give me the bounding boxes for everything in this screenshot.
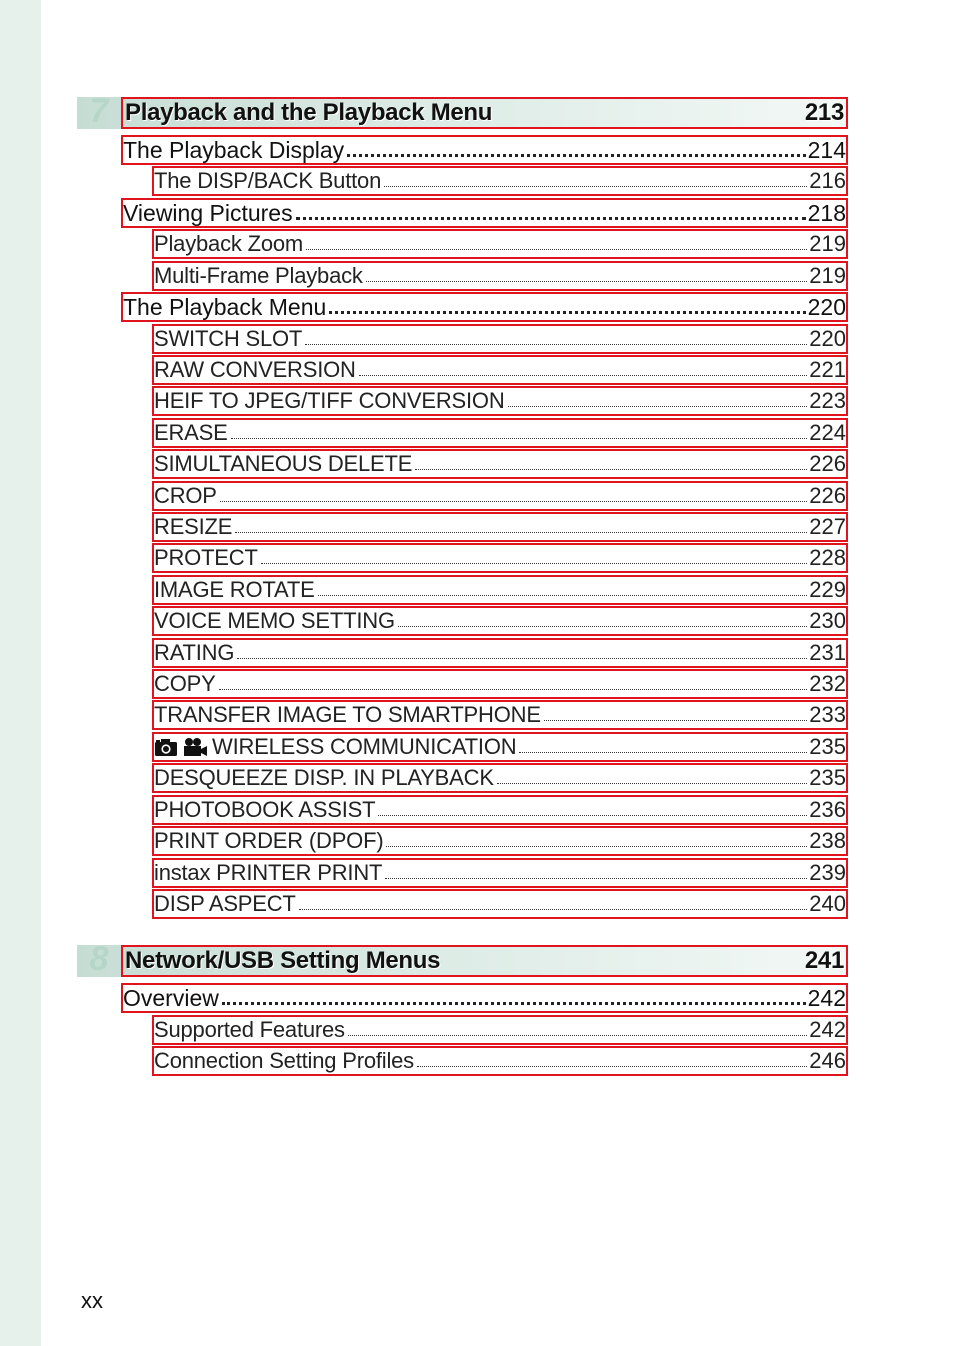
- chapter-number: 8: [89, 940, 109, 978]
- toc-entry-page: 219: [809, 263, 846, 288]
- chapter-number: 7: [89, 92, 109, 130]
- toc-entry[interactable]: [152, 386, 848, 416]
- toc-entry-label: VOICE MEMO SETTING: [154, 608, 395, 633]
- dot-leader: [497, 783, 807, 784]
- toc-entry-label: DESQUEEZE DISP. IN PLAYBACK: [154, 765, 494, 790]
- dot-leader: [385, 878, 807, 879]
- chapter-page: 213: [804, 99, 844, 126]
- toc-entry[interactable]: [152, 449, 848, 479]
- toc-entry-label: SIMULTANEOUS DELETE: [154, 451, 413, 476]
- toc-entry[interactable]: [152, 1015, 848, 1045]
- toc-entry-label: PROTECT: [154, 545, 258, 570]
- toc-entry-label: HEIF TO JPEG/TIFF CONVERSION: [154, 388, 505, 413]
- dot-leader: [222, 1002, 806, 1005]
- toc-entry-label: RESIZE: [154, 514, 233, 539]
- toc-entry[interactable]: [152, 261, 848, 291]
- toc-entry-label: CROP: [154, 483, 217, 508]
- side-strip: [0, 0, 41, 1346]
- toc-entry-label: Overview: [123, 984, 219, 1011]
- toc-entry[interactable]: [152, 732, 848, 762]
- toc-entry-page: 220: [807, 293, 846, 320]
- dot-leader: [299, 909, 808, 910]
- toc-entry[interactable]: [152, 1046, 848, 1076]
- dot-leader: [519, 752, 807, 753]
- toc-entry-page: 236: [809, 797, 846, 822]
- toc-entry[interactable]: [152, 543, 848, 573]
- toc-entry[interactable]: [152, 858, 848, 888]
- page-number: xx: [81, 1288, 103, 1313]
- dot-leader: [296, 217, 806, 220]
- dot-leader: [378, 815, 807, 816]
- toc-entry-label: TRANSFER IMAGE TO SMARTPHONE: [154, 702, 541, 727]
- toc-entry-page: 229: [809, 577, 846, 602]
- chapter-title-link[interactable]: [121, 945, 848, 977]
- toc-entry[interactable]: [152, 512, 848, 542]
- toc-entry[interactable]: [152, 763, 848, 793]
- toc-entry-page: 223: [809, 388, 846, 413]
- toc-entry[interactable]: [152, 700, 848, 730]
- dot-leader: [366, 281, 808, 282]
- toc-entry-page: 231: [809, 640, 846, 665]
- toc-entry-label: COPY: [154, 671, 216, 696]
- toc-entry-page: 242: [807, 984, 846, 1011]
- toc-entry[interactable]: [152, 229, 848, 259]
- camera-icon: [154, 737, 178, 757]
- toc-entry-page: 220: [809, 326, 846, 351]
- toc-entry-label: RAW CONVERSION: [154, 357, 356, 382]
- dot-leader: [544, 720, 807, 721]
- toc-entry-label: Connection Setting Profiles: [154, 1048, 414, 1073]
- movie-camera-icon: [182, 737, 208, 757]
- chapter-8-header: [77, 940, 848, 978]
- toc-entry-label: WIRELESS COMMUNICATION: [212, 734, 517, 759]
- toc-entry-label: Multi-Frame Playback: [154, 263, 363, 288]
- dot-leader: [508, 406, 808, 407]
- toc-entry[interactable]: [152, 166, 848, 196]
- toc-entry[interactable]: [121, 983, 848, 1013]
- toc-entry-page: 228: [809, 545, 846, 570]
- toc-entry-page: 221: [809, 357, 846, 382]
- toc-entry-label: PHOTOBOOK ASSIST: [154, 797, 376, 822]
- toc-entry-page: 214: [807, 136, 846, 163]
- toc-entry[interactable]: [152, 575, 848, 605]
- dot-leader: [261, 563, 808, 564]
- chapter-title: Playback and the Playback Menu: [125, 99, 493, 126]
- dot-leader: [386, 846, 807, 847]
- toc-entry-page: 230: [809, 608, 846, 633]
- toc-entry-page: 239: [809, 860, 846, 885]
- toc-entry-page: 224: [809, 420, 846, 445]
- toc-entry-page: 219: [809, 231, 846, 256]
- toc-entry-label: ERASE: [154, 420, 228, 445]
- toc-entry-label: The Playback Menu: [123, 293, 327, 320]
- toc-entry[interactable]: [152, 418, 848, 448]
- dot-leader: [237, 658, 807, 659]
- toc-entry-label: The Playback Display: [123, 136, 345, 163]
- toc-entry[interactable]: [152, 324, 848, 354]
- toc-entry-page: 232: [809, 671, 846, 696]
- toc-entry-page: 226: [809, 451, 846, 476]
- toc-entry-label: PRINT ORDER (DPOF): [154, 828, 384, 853]
- toc-entry-label: instax PRINTER PRINT: [154, 860, 383, 885]
- chapter-title-link[interactable]: [121, 97, 848, 129]
- dot-leader: [417, 1066, 807, 1067]
- dot-leader: [329, 311, 805, 314]
- toc-entry-label: RATING: [154, 640, 235, 665]
- toc-entry[interactable]: [152, 606, 848, 636]
- toc-entry-page: 218: [807, 199, 846, 226]
- dot-leader: [384, 186, 807, 187]
- toc-entry-label: Playback Zoom: [154, 231, 304, 256]
- dot-leader: [231, 438, 808, 439]
- dot-leader: [359, 375, 808, 376]
- dot-leader: [347, 154, 805, 157]
- toc-entry-label: Supported Features: [154, 1017, 345, 1042]
- toc-entry[interactable]: [121, 292, 848, 322]
- toc-entry[interactable]: [152, 889, 848, 919]
- dot-leader: [348, 1035, 807, 1036]
- toc-entry[interactable]: [152, 669, 848, 699]
- toc-entry-label: IMAGE ROTATE: [154, 577, 315, 602]
- dot-leader: [235, 532, 807, 533]
- dot-leader: [305, 344, 807, 345]
- toc-entry[interactable]: [121, 198, 848, 228]
- dot-leader: [219, 689, 808, 690]
- chapter-7-header: [77, 92, 848, 130]
- toc-entry[interactable]: [121, 135, 848, 165]
- toc-entry-label: The DISP/BACK Button: [154, 168, 382, 193]
- toc-entry-page: 238: [809, 828, 846, 853]
- toc-entry-label: Viewing Pictures: [123, 199, 293, 226]
- toc-entry[interactable]: [152, 481, 848, 511]
- toc-entry-page: 246: [809, 1048, 846, 1073]
- dot-leader: [398, 626, 807, 627]
- toc-entry-label: DISP ASPECT: [154, 891, 296, 916]
- toc-entry[interactable]: [152, 638, 848, 668]
- dot-leader: [220, 501, 808, 502]
- toc-entry-page: 233: [809, 702, 846, 727]
- toc-entry-page: 226: [809, 483, 846, 508]
- toc-entry-page: 227: [809, 514, 846, 539]
- toc-entry-label: SWITCH SLOT: [154, 326, 303, 351]
- dot-leader: [415, 469, 807, 470]
- toc-entry-page: 235: [809, 734, 846, 759]
- toc-entry[interactable]: [152, 826, 848, 856]
- toc-entry-page: 240: [809, 891, 846, 916]
- toc-entry-page: 216: [809, 168, 846, 193]
- toc-entry-page: 235: [809, 765, 846, 790]
- chapter-title: Network/USB Setting Menus: [125, 947, 441, 974]
- dot-leader: [318, 595, 808, 596]
- dot-leader: [306, 249, 807, 250]
- toc-entry-page: 242: [809, 1017, 846, 1042]
- chapter-page: 241: [804, 947, 844, 974]
- toc-entry[interactable]: [152, 795, 848, 825]
- toc-entry[interactable]: [152, 355, 848, 385]
